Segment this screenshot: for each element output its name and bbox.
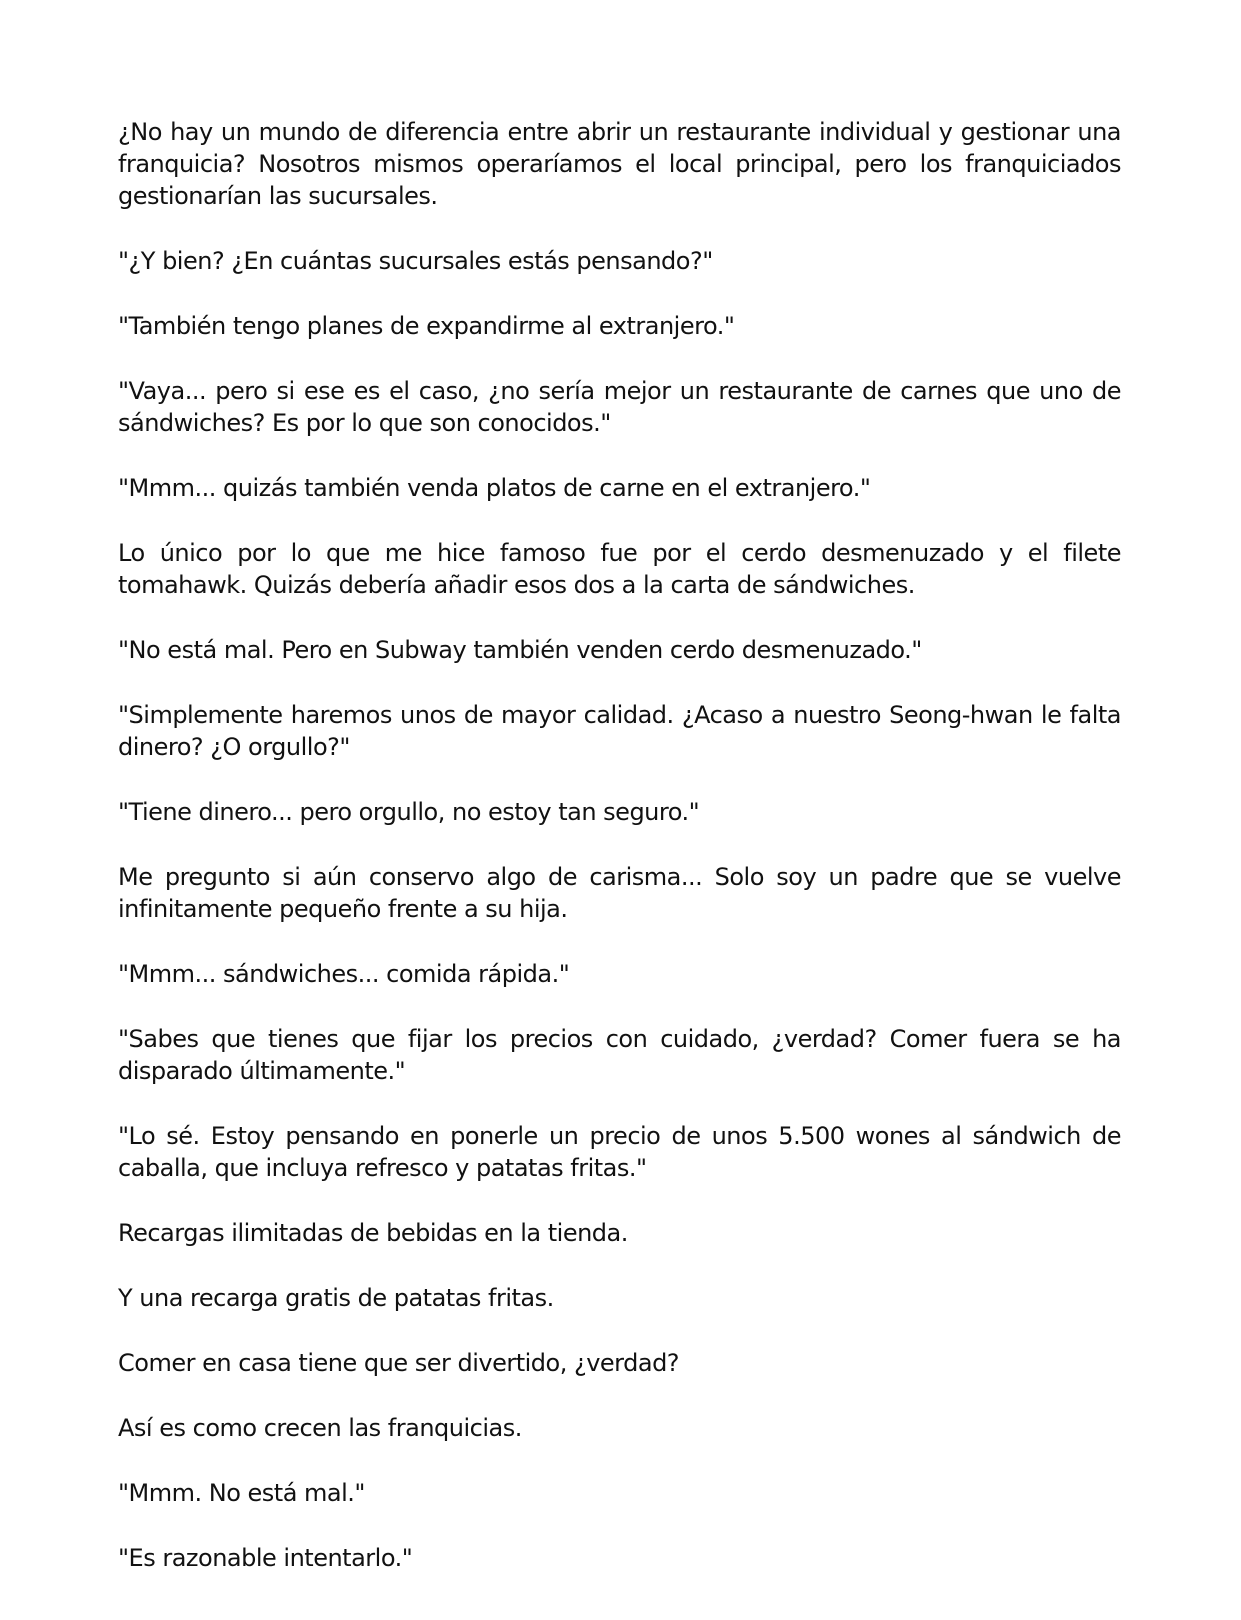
paragraph: Así es como crecen las franquicias. (118, 1414, 522, 1442)
paragraph: "Tiene dinero... pero orgullo, no estoy tan seguro." (118, 798, 700, 826)
paragraph: ¿No hay un mundo de diferencia entre abrir un restaurante individual y gestionar una franquicia? Nosotros mismos operaríamos el local principal, pero los franquiciados gestionarían las sucursales. (118, 118, 1121, 210)
paragraph: "No está mal. Pero en Subway también venden cerdo desmenuzado." (118, 636, 922, 664)
paragraph: "Mmm... sándwiches... comida rápida." (118, 960, 570, 988)
paragraph: Recargas ilimitadas de bebidas en la tienda. (118, 1219, 628, 1247)
paragraph: "Simplemente haremos unos de mayor calidad. ¿Acaso a nuestro Seong-hwan le falta dinero? ¿O orgullo?" (118, 701, 1121, 761)
paragraph: Me pregunto si aún conservo algo de carisma... Solo soy un padre que se vuelve infinitamente pequeño frente a su hija. (118, 863, 1121, 923)
paragraph: "Mmm... quizás también venda platos de carne en el extranjero." (118, 474, 871, 502)
paragraph: "Lo sé. Estoy pensando en ponerle un precio de unos 5.500 wones al sándwich de caballa, que incluya refresco y patatas fritas." (118, 1122, 1121, 1182)
document-body (118, 116, 1121, 1574)
paragraph: Y una recarga gratis de patatas fritas. (118, 1284, 554, 1312)
paragraph: "Mmm. No está mal." (118, 1479, 365, 1507)
paragraph: "Es razonable intentarlo." (118, 1544, 413, 1572)
paragraph: "Sabes que tienes que fijar los precios con cuidado, ¿verdad? Comer fuera se ha disparado últimamente." (118, 1025, 1121, 1085)
paragraph: Comer en casa tiene que ser divertido, ¿verdad? (118, 1349, 680, 1377)
paragraph: "¿Y bien? ¿En cuántas sucursales estás pensando?" (118, 247, 713, 275)
paragraph: "Vaya... pero si ese es el caso, ¿no sería mejor un restaurante de carnes que uno de sándwiches? Es por lo que son conocidos." (118, 377, 1121, 437)
paragraph: "También tengo planes de expandirme al extranjero." (118, 312, 735, 340)
paragraph: Lo único por lo que me hice famoso fue por el cerdo desmenuzado y el filete tomahawk. Quizás debería añadir esos dos a la carta de sándwiches. (118, 539, 1121, 599)
